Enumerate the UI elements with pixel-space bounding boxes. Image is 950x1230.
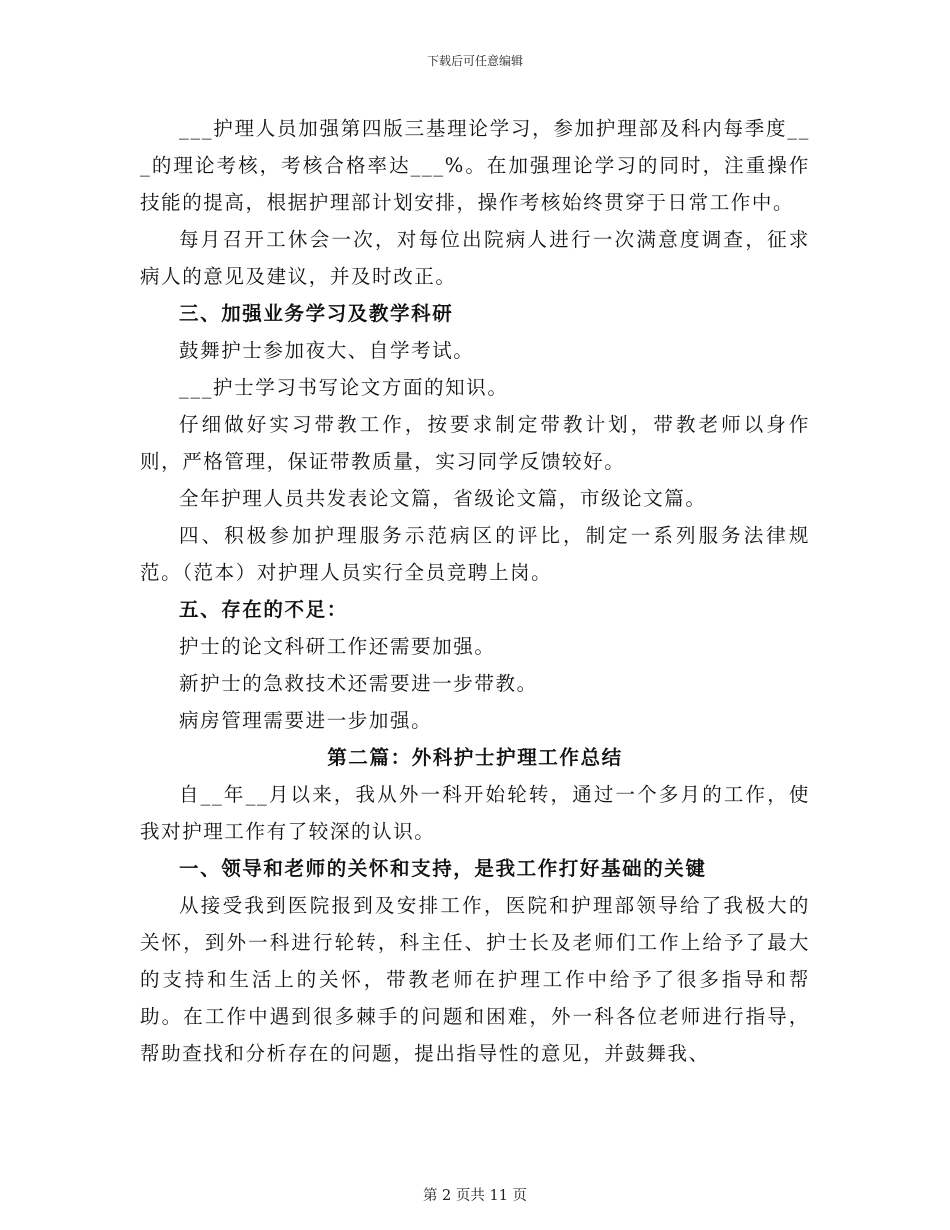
- section-heading: 一、领导和老师的关怀和支持，是我工作打好基础的关键: [179, 857, 707, 880]
- page-header: 下载后可任意编辑: [426, 54, 523, 68]
- page-footer: 第 2 页共 11 页: [422, 1188, 528, 1204]
- paragraph: 自__年__月以来，我从外一科开始轮转，通过一个多月的工作，使我对护理工作有了较深的认识。: [140, 783, 810, 843]
- paragraph: 病房管理需要进一步加强。: [179, 709, 433, 732]
- paragraph: 护士的论文科研工作还需要加强。: [179, 635, 496, 658]
- paragraph: 从接受我到医院报到及安排工作，医院和护理部领导给了我极大的关怀，到外一科进行轮转，科主任、护士长及老师们工作上给予了最大的支持和生活上的关怀，带教老师在护理工作中给予了很多指导和帮助。在工作中遇到很多棘手的问题和困难，外一科各位老师进行指导，帮助查找和分析存在的问题，提出指导性的意见，并鼓舞我、: [140, 894, 810, 1065]
- section-heading: 五、存在的不足：: [179, 598, 348, 621]
- article-title: 第二篇：外科护士护理工作总结: [327, 746, 623, 769]
- paragraph: 全年护理人员共发表论文篇，省级论文篇，市级论文篇。: [179, 487, 707, 510]
- section-heading: 三、加强业务学习及教学科研: [179, 302, 454, 325]
- paragraph: 鼓舞护士参加夜大、自学考试。: [179, 339, 475, 362]
- paragraph: ___护士学习书写论文方面的知识。: [179, 376, 509, 399]
- paragraph: 每月召开工休会一次，对每位出院病人进行一次满意度调查，征求病人的意见及建议，并及时改正。: [140, 228, 810, 288]
- paragraph: 四、积极参加护理服务示范病区的评比，制定一系列服务法律规范。（范本）对护理人员实行全员竞聘上岗。: [140, 524, 810, 584]
- paragraph: 仔细做好实习带教工作，按要求制定带教计划，带教老师以身作则，严格管理，保证带教质量，实习同学反馈较好。: [140, 413, 810, 473]
- paragraph: ___护理人员加强第四版三基理论学习，参加护理部及科内每季度___的理论考核，考核合格率达___%。在加强理论学习的同时，注重操作技能的提高，根据护理部计划安排，操作考核始终贯穿于日常工作中。: [140, 117, 810, 214]
- paragraph: 新护士的急救技术还需要进一步带教。: [179, 672, 538, 695]
- document-body: [140, 110, 810, 1072]
